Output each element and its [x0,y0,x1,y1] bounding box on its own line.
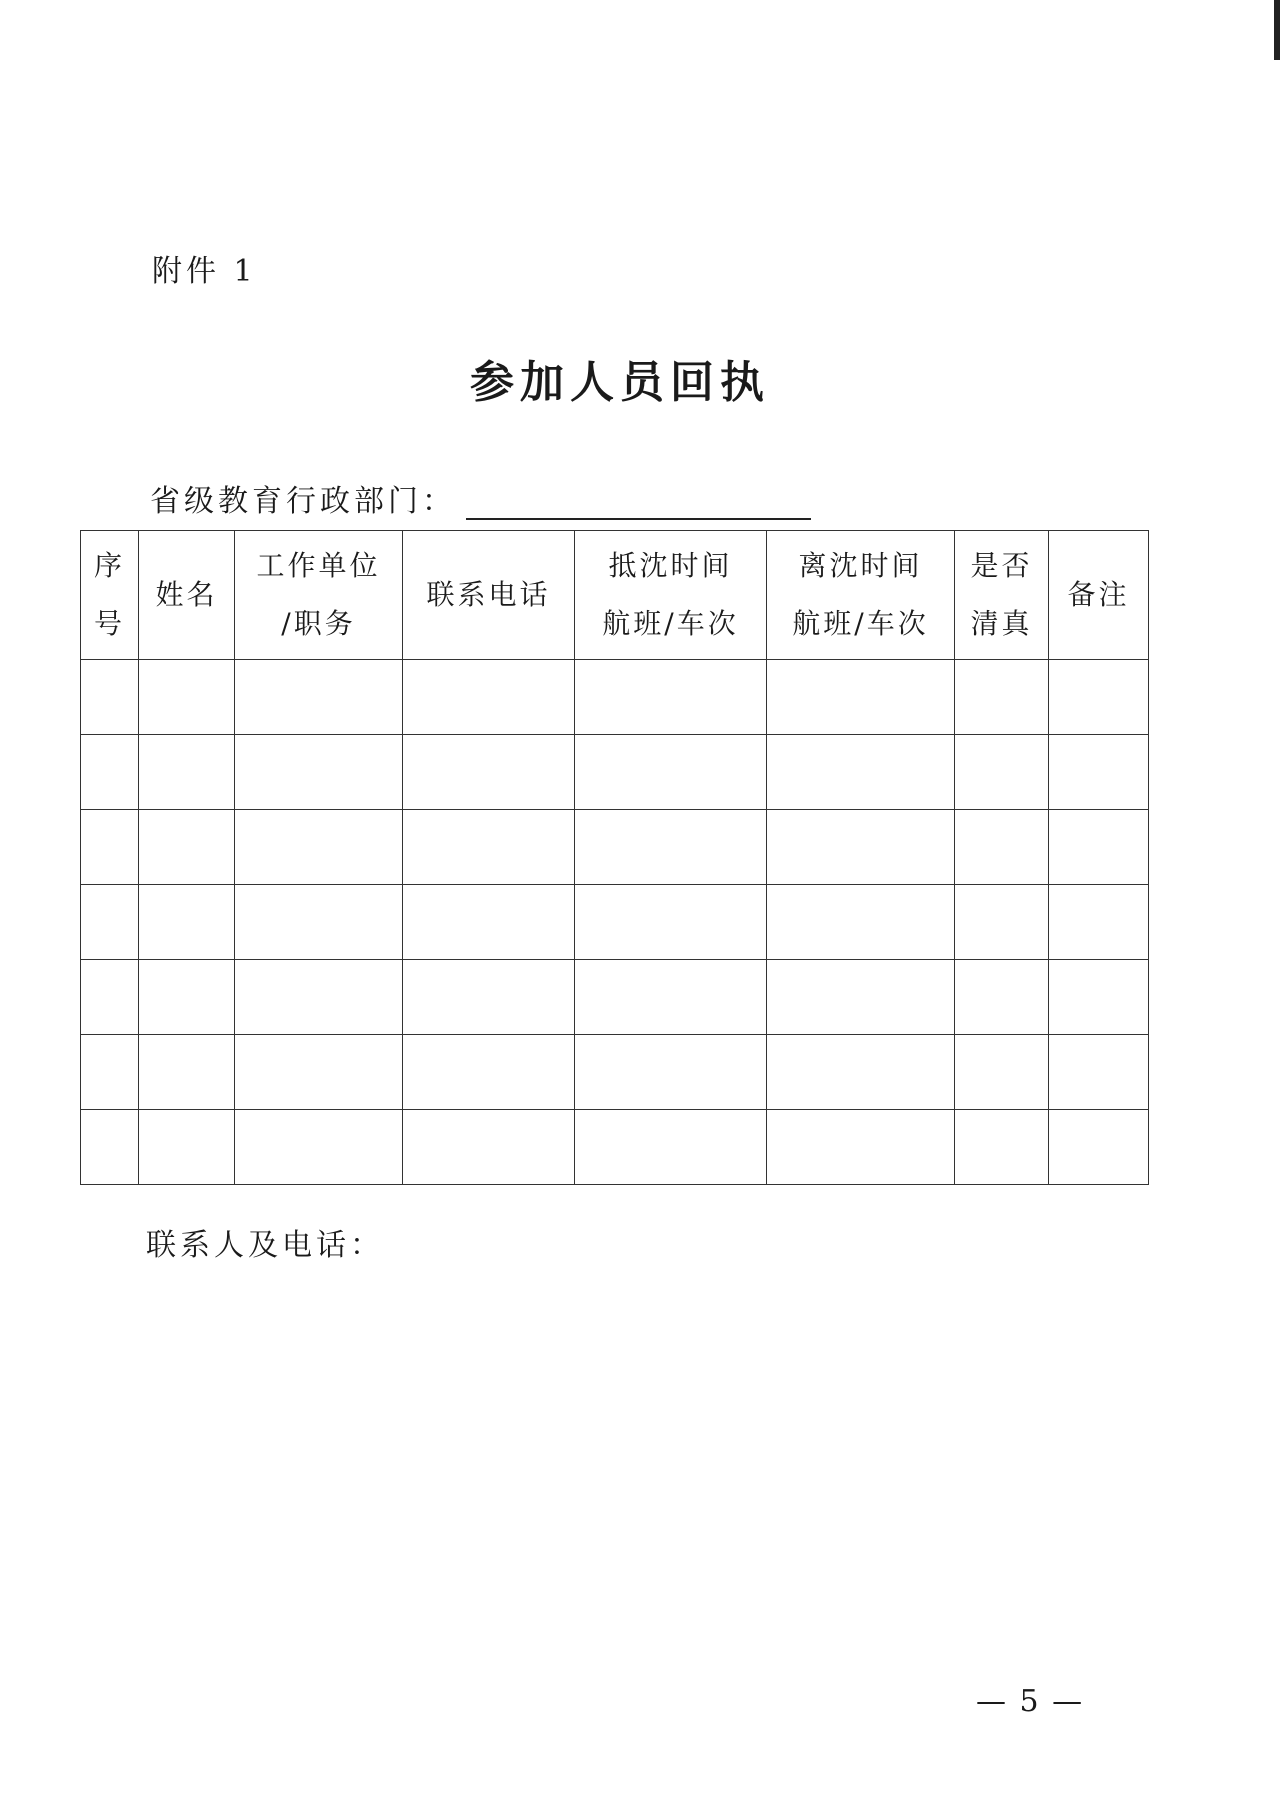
header-index: 序 号 [81,531,139,660]
cell-halal[interactable] [955,660,1049,735]
header-employer-title: 工作单位 /职务 [235,531,403,660]
cell-arrival[interactable] [575,1035,767,1110]
cell-halal[interactable] [955,885,1049,960]
cell-remarks[interactable] [1049,810,1149,885]
cell-name[interactable] [139,1110,235,1185]
table-body [81,660,1149,1185]
table-row [81,810,1149,885]
cell-halal[interactable] [955,960,1049,1035]
cell-halal[interactable] [955,1035,1049,1110]
cell-phone[interactable] [403,960,575,1035]
cell-phone[interactable] [403,660,575,735]
cell-arrival[interactable] [575,810,767,885]
cell-index[interactable] [81,810,139,885]
header-departure: 离沈时间 航班/车次 [767,531,955,660]
cell-arrival[interactable] [575,735,767,810]
cell-arrival[interactable] [575,660,767,735]
cell-employer-title[interactable] [235,885,403,960]
cell-departure[interactable] [767,810,955,885]
cell-name[interactable] [139,960,235,1035]
cell-index[interactable] [81,1035,139,1110]
cell-halal[interactable] [955,810,1049,885]
cell-index[interactable] [81,660,139,735]
cell-name[interactable] [139,1035,235,1110]
cell-employer-title[interactable] [235,1110,403,1185]
department-line [150,476,811,520]
cell-name[interactable] [139,810,235,885]
cell-arrival[interactable] [575,960,767,1035]
table-row [81,660,1149,735]
cell-departure[interactable] [767,1110,955,1185]
cell-employer-title[interactable] [235,1035,403,1110]
cell-employer-title[interactable] [235,735,403,810]
department-blank[interactable] [466,484,811,520]
cell-index[interactable] [81,735,139,810]
cell-remarks[interactable] [1049,1110,1149,1185]
attachment-label: 附件 1 [152,254,257,289]
table-row [81,735,1149,810]
table-row [81,885,1149,960]
cell-index[interactable] [81,885,139,960]
header-halal: 是否 清真 [955,531,1049,660]
table-header-row [81,531,1149,660]
cell-phone[interactable] [403,1035,575,1110]
cell-employer-title[interactable] [235,660,403,735]
cell-remarks[interactable] [1049,960,1149,1035]
cell-phone[interactable] [403,810,575,885]
cell-departure[interactable] [767,735,955,810]
cell-remarks[interactable] [1049,1035,1149,1110]
header-remarks: 备注 [1049,531,1149,660]
cell-name[interactable] [139,885,235,960]
table-row [81,1110,1149,1185]
cell-index[interactable] [81,960,139,1035]
cell-remarks[interactable] [1049,660,1149,735]
contact-line: 联系人及电话： [146,1228,384,1263]
cell-phone[interactable] [403,885,575,960]
cell-departure[interactable] [767,885,955,960]
table-row [81,1035,1149,1110]
cell-remarks[interactable] [1049,735,1149,810]
cell-departure[interactable] [767,660,955,735]
cell-arrival[interactable] [575,885,767,960]
cell-departure[interactable] [767,960,955,1035]
department-label: 省级教育行政部门： [150,484,456,519]
header-name: 姓名 [139,531,235,660]
document-title: 参加人员回执 [470,357,770,408]
table-row [81,960,1149,1035]
cell-index[interactable] [81,1110,139,1185]
cell-employer-title[interactable] [235,810,403,885]
cell-departure[interactable] [767,1035,955,1110]
scan-edge-mark [1274,0,1280,60]
header-arrival: 抵沈时间 航班/车次 [575,531,767,660]
cell-name[interactable] [139,660,235,735]
cell-employer-title[interactable] [235,960,403,1035]
header-phone: 联系电话 [403,531,575,660]
attendee-table [80,530,1149,1185]
cell-arrival[interactable] [575,1110,767,1185]
cell-halal[interactable] [955,735,1049,810]
cell-remarks[interactable] [1049,885,1149,960]
cell-halal[interactable] [955,1110,1049,1185]
cell-phone[interactable] [403,1110,575,1185]
cell-phone[interactable] [403,735,575,810]
page-number: — 5 — [976,1684,1085,1719]
cell-name[interactable] [139,735,235,810]
